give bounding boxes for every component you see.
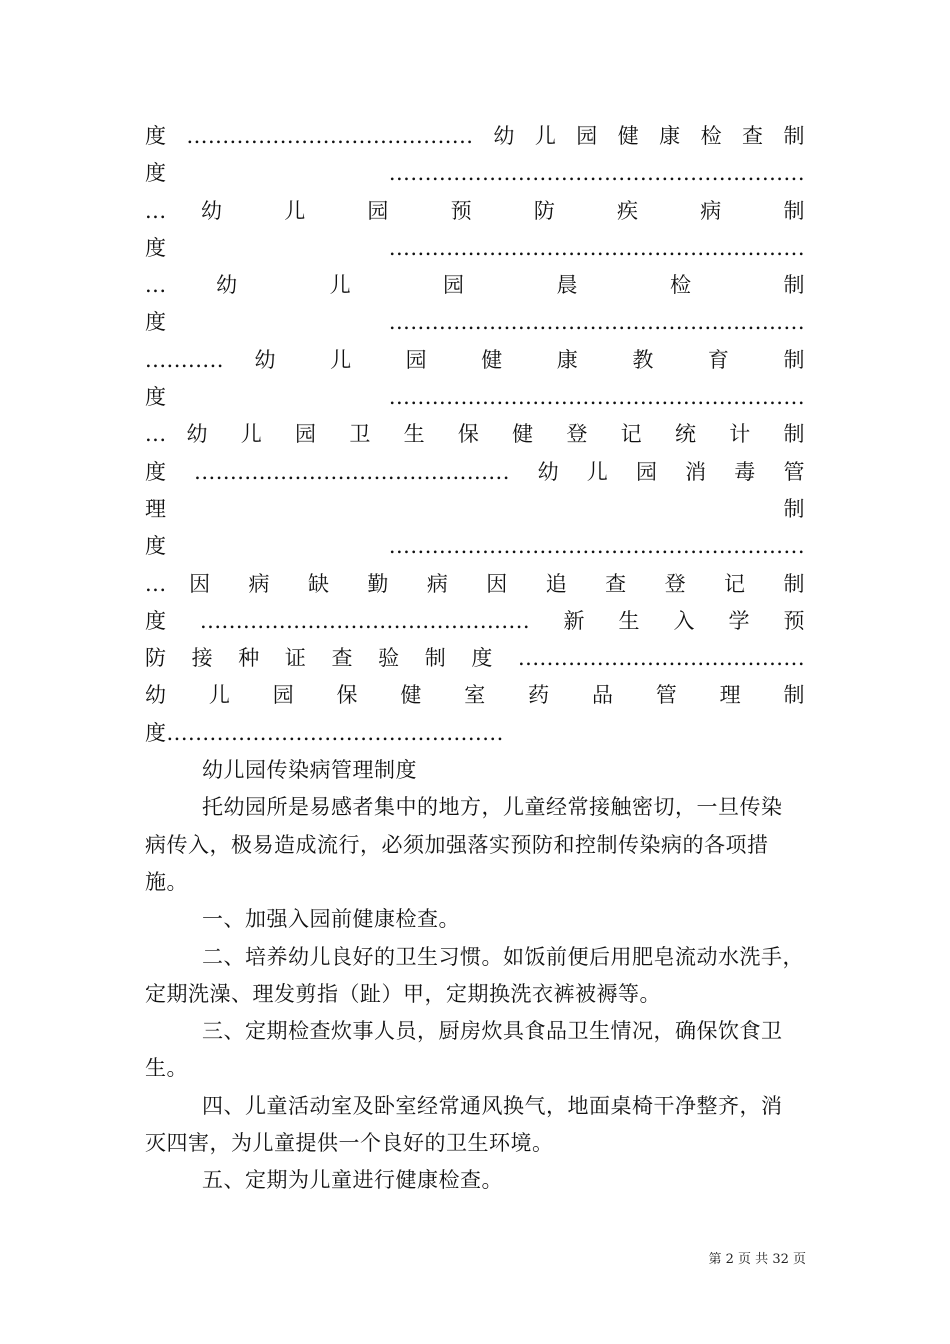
toc-line: 幼 儿 园 保 健 室 药 品 管 理 制: [145, 683, 805, 708]
toc-line: 度..........................................................: [145, 310, 805, 335]
toc-line: 度..............................................新生入学预: [145, 608, 805, 633]
paragraph-line: 四、儿童活动室及卧室经常通风换气，地面桌椅干净整齐，消: [202, 1093, 783, 1118]
paragraph-line: 施。: [145, 869, 188, 894]
paragraph-line: 生。: [145, 1056, 188, 1081]
toc-line: 度..........................................................: [145, 161, 805, 186]
toc-line: 度........................................幼儿园健康检查制: [145, 124, 805, 148]
toc-line: ... 幼 儿 园 卫 生 保 健 登 记 统 计 制: [145, 422, 805, 447]
paragraph-line: 二、培养幼儿良好的卫生习惯。如饭前便后用肥皂流动水洗手，: [202, 944, 804, 969]
paragraph-line: 灭四害，为儿童提供一个良好的卫生环境。: [145, 1131, 554, 1156]
toc-line: 度..........................................................: [145, 385, 805, 410]
paragraph-line: 五、定期为儿童进行健康检查。: [202, 1168, 503, 1193]
toc-line: 度..........................................................: [145, 235, 805, 260]
toc-line: ... 幼 儿 园 预 防 疾 病 制: [145, 198, 805, 223]
toc-line: 度..........................................................: [145, 534, 805, 559]
toc-line: 度............................................幼儿园消毒管: [145, 459, 805, 484]
paragraph-line: 托幼园所是易感者集中的地方，儿童经常接触密切，一旦传染: [202, 795, 783, 820]
toc-line: 理 制: [145, 496, 805, 521]
document-body: [145, 118, 805, 1200]
toc-line: ... 因 病 缺 勤 病 因 追 查 登 记 制: [145, 571, 805, 596]
paragraph-line: 定期洗澡、理发剪指（趾）甲，定期换洗衣裤被褥等。: [145, 981, 661, 1006]
paragraph-line: 病传入，极易造成流行，必须加强落实预防和控制传染病的各项措: [145, 832, 769, 857]
toc-line: ........... 幼 儿 园 健 康 教 育 制: [145, 347, 805, 372]
page-number-footer: 第 2 页 共 32 页: [708, 1252, 806, 1267]
toc-line: 防接种证查验制度........................................: [145, 646, 805, 671]
paragraph-line: 三、定期检查炊事人员，厨房炊具食品卫生情况，确保饮食卫: [202, 1019, 783, 1044]
toc-line: ... 幼 儿 园 晨 检 制: [145, 273, 805, 298]
section-title: 幼儿园传染病管理制度: [202, 758, 417, 783]
toc-line: 度...............................................: [145, 720, 504, 745]
paragraph-line: 一、加强入园前健康检查。: [202, 907, 460, 932]
